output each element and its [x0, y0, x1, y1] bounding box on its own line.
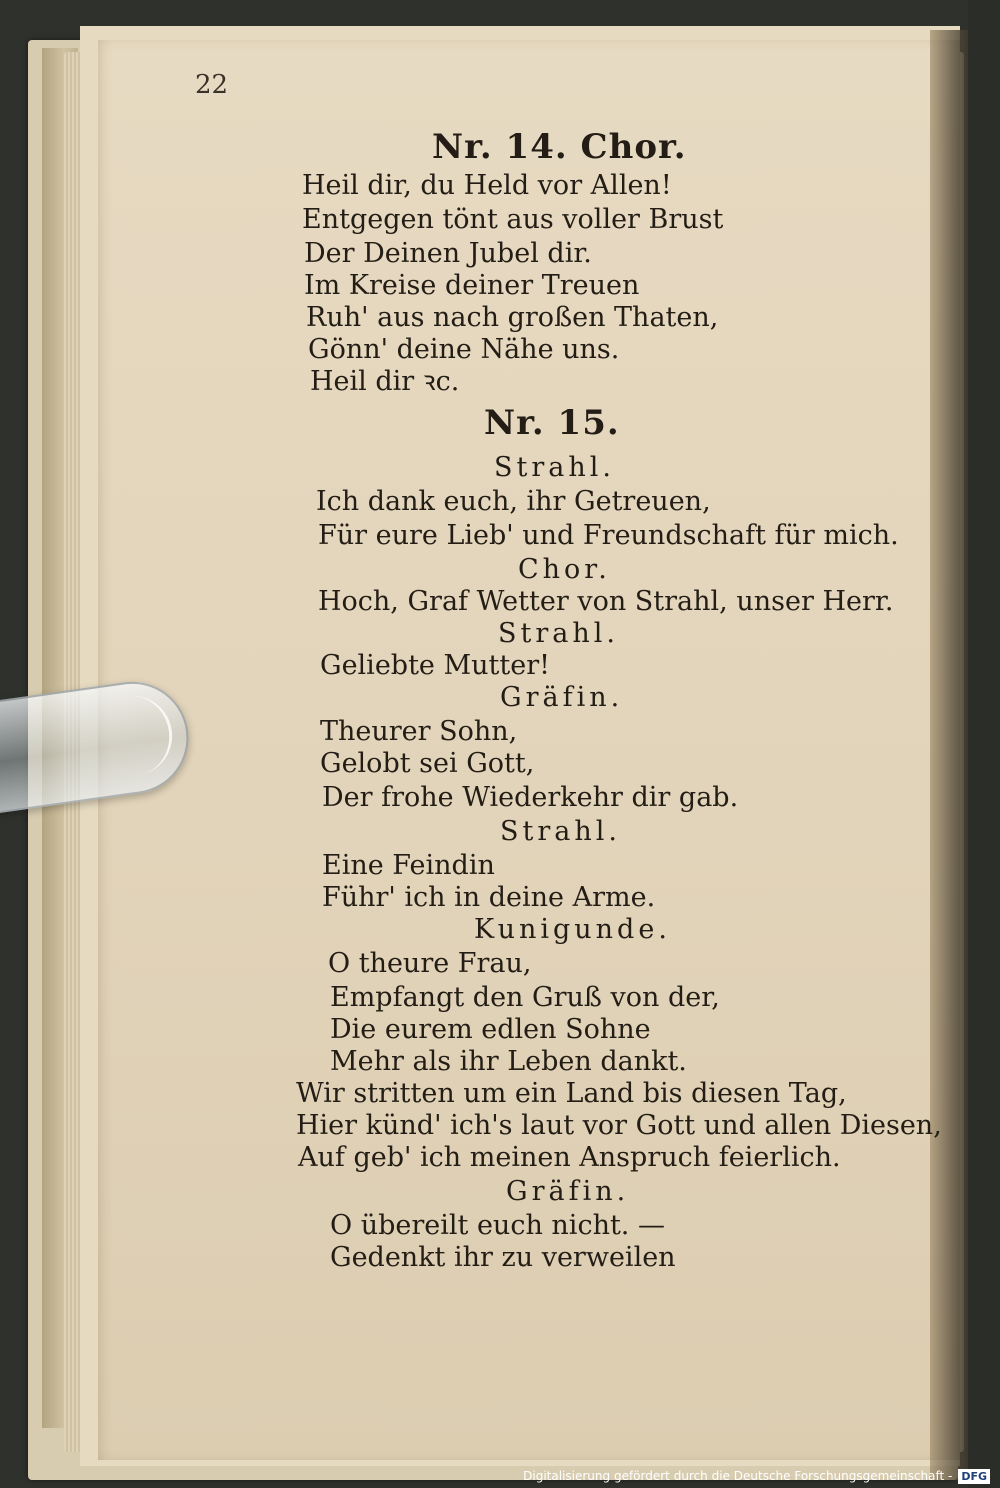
speaker-name: Strahl. [500, 816, 621, 847]
dialogue-line: Der frohe Wiederkehr dir gab. [322, 782, 739, 813]
dialogue-line: Hoch, Graf Wetter von Strahl, unser Herr. [318, 586, 894, 617]
dialogue-line: Geliebte Mutter! [320, 650, 550, 681]
speaker-name: Gräfin. [506, 1176, 630, 1207]
dialogue-line: O theure Frau, [328, 948, 532, 979]
verse-line: Heil dir ꝛc. [310, 366, 460, 397]
dialogue-line: Empfangt den Gruß von der, [330, 982, 720, 1013]
speaker-name: Kunigunde. [474, 914, 671, 945]
glass-highlight [124, 691, 178, 776]
verse-line: Ruh' aus nach großen Thaten, [306, 302, 719, 333]
dialogue-line: Theurer Sohn, [320, 716, 518, 747]
dialogue-line: Wir stritten um ein Land bis diesen Tag, [296, 1078, 847, 1109]
dialogue-line: Für eure Lieb' und Freundschaft für mich. [318, 520, 899, 551]
dialogue-line: Führ' ich in deine Arme. [322, 882, 656, 913]
speaker-name: Chor. [518, 554, 611, 585]
dialogue-line: Hier künd' ich's laut vor Gott und allen Diesen, [296, 1110, 942, 1141]
page-number: 22 [195, 70, 229, 100]
digitization-credit [523, 1466, 990, 1486]
verse-line: Gönn' deine Nähe uns. [308, 334, 620, 365]
verse-line: Entgegen tönt aus voller Brust [302, 204, 724, 235]
dialogue-line: Auf geb' ich meinen Anspruch feierlich. [298, 1142, 841, 1173]
verse-line: Im Kreise deiner Treuen [304, 270, 640, 301]
speaker-name: Strahl. [498, 618, 619, 649]
verse-line: Heil dir, du Held vor Allen! [302, 170, 672, 201]
dialogue-line: Die eurem edlen Sohne [330, 1014, 651, 1045]
dialogue-line: Ich dank euch, ihr Getreuen, [316, 486, 711, 517]
section-heading: Nr. 15. [484, 403, 620, 443]
dialogue-line: Eine Feindin [322, 850, 495, 881]
credit-text: Digitalisierung gefördert durch die Deutsche Forschungsgemeinschaft - [523, 1469, 953, 1483]
dialogue-line: O übereilt euch nicht. — [330, 1210, 665, 1241]
verse-line: Der Deinen Jubel dir. [304, 238, 592, 269]
scan-background-right [968, 0, 1000, 1488]
speaker-name: Gräfin. [500, 682, 624, 713]
dialogue-line: Gelobt sei Gott, [320, 748, 535, 779]
page-gutter-shadow [930, 30, 970, 1480]
section-heading: Nr. 14. Chor. [432, 127, 687, 167]
speaker-name: Strahl. [494, 452, 615, 483]
dialogue-line: Mehr als ihr Leben dankt. [330, 1046, 687, 1077]
dialogue-line: Gedenkt ihr zu verweilen [330, 1242, 676, 1273]
dfg-logo: DFG [958, 1469, 990, 1484]
